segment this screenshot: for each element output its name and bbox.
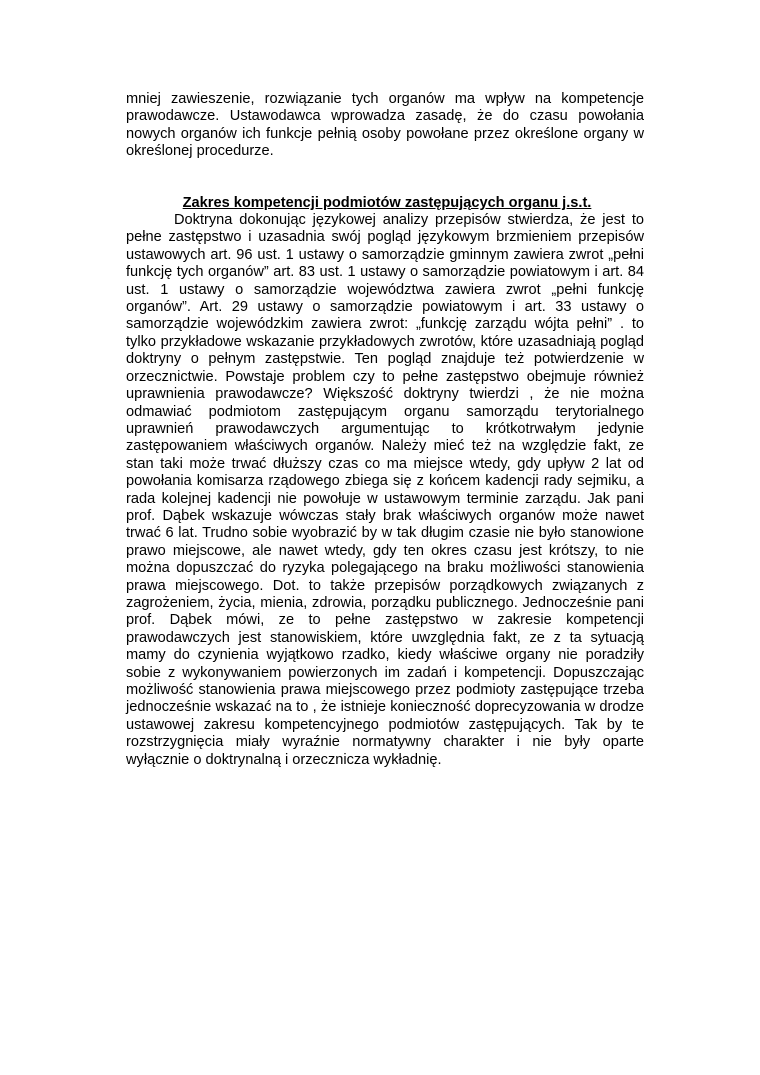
section-paragraph: Doktryna dokonując językowej analizy przepisów stwierdza, że jest to pełne zastępstwo i uzasadnia swój pogląd językowym brzmieniem przepisów ustawowych art. 96 ust. 1 ustawy o samorządzie gminnym zawiera zwrot „pełni funkcję tych organów” art. 83 ust. 1 ustawy o samorządzie powiatowym i art. 84 ust. 1 ustawy o samorządzie województwa zawiera zwrot „pełni funkcję organów”. Art. 29 ustawy o samorządzie powiatowym i art. 33 ustawy o samorządzie wojewódzkim zawiera zwrot: „funkcję zarządu wójta pełni” . to tylko przykładowe wskazanie przykładowych zwrotów, które uzasadniają pogląd doktryny o pełnym zastępstwie. Ten pogląd znajduje też potwierdzenie w orzecznictwie. Powstaje problem czy to pełne zastępstwo obejmuje również uprawnienia prawodawcze? Większość doktryny twierdzi , że nie można odmawiać podmiotom zastępującym organu samorządu terytorialnego uprawnień prawodawczych argumentując to krótkotrwałym jedynie zastępowaniem właściwych organów. Należy mieć też na względzie fakt, ze stan taki może trwać dłuższy czas co ma miejsce wtedy, gdy upływ 2 lat od powołania komisarza rządowego zbiega się z końcem kadencji rady sejmiku, a rada kolejnej kadencji nie powołuje w ustawowym terminie zarządu. Jak pani prof. Dąbek wskazuje wówczas stały brak właściwych organów może nawet trwać 6 lat. Trudno sobie wyobrazić by w tak długim czasie nie było stanowione prawo miejscowe, ale nawet wtedy, gdy ten okres czasu jest krótszy, to nie można dopuszczać do ryzyka polegającego na braku możliwości stanowienia prawa miejscowego. Dot. to także przepisów porządkowych związanych z zagrożeniem, życia, mienia, zdrowia, porządku publicznego. Jednocześnie pani prof. Dąbek mówi, ze to pełne zastępstwo w zakresie kompetencji prawodawczych jest stanowiskiem, które uwzględnia fakt, ze z ta sytuacją mamy do czynienia wyjątkowo rzadko, kiedy właściwe organy nie poradziły sobie z wykonywaniem powierzonych im zadań i kompetencji. Dopuszczając możliwość stanowienia prawa miejscowego przez podmioty zastępujące trzeba jednocześnie wskazać na to , że istnieje konieczność doprecyzowania w drodze ustawowej zakresu kompetencyjnego podmiotów zastępujących. Tak by te rozstrzygnięcia miały wyraźnie normatywny charakter i nie były oparte wyłącznie o doktrynalną i orzecznicza wykładnię. bbox=[126, 212, 644, 768]
section-heading: Zakres kompetencji podmiotów zastępujących organu j.s.t. bbox=[182, 194, 592, 211]
intro-paragraph: mniej zawieszenie, rozwiązanie tych organów ma wpływ na kompetencje prawodawcze. Ustawodawca wprowadza zasadę, że do czasu powołania nowych organów ich funkcje pełnią osoby powołane przez określone organy w określonej procedurze. bbox=[126, 91, 644, 160]
document-page bbox=[126, 91, 644, 769]
